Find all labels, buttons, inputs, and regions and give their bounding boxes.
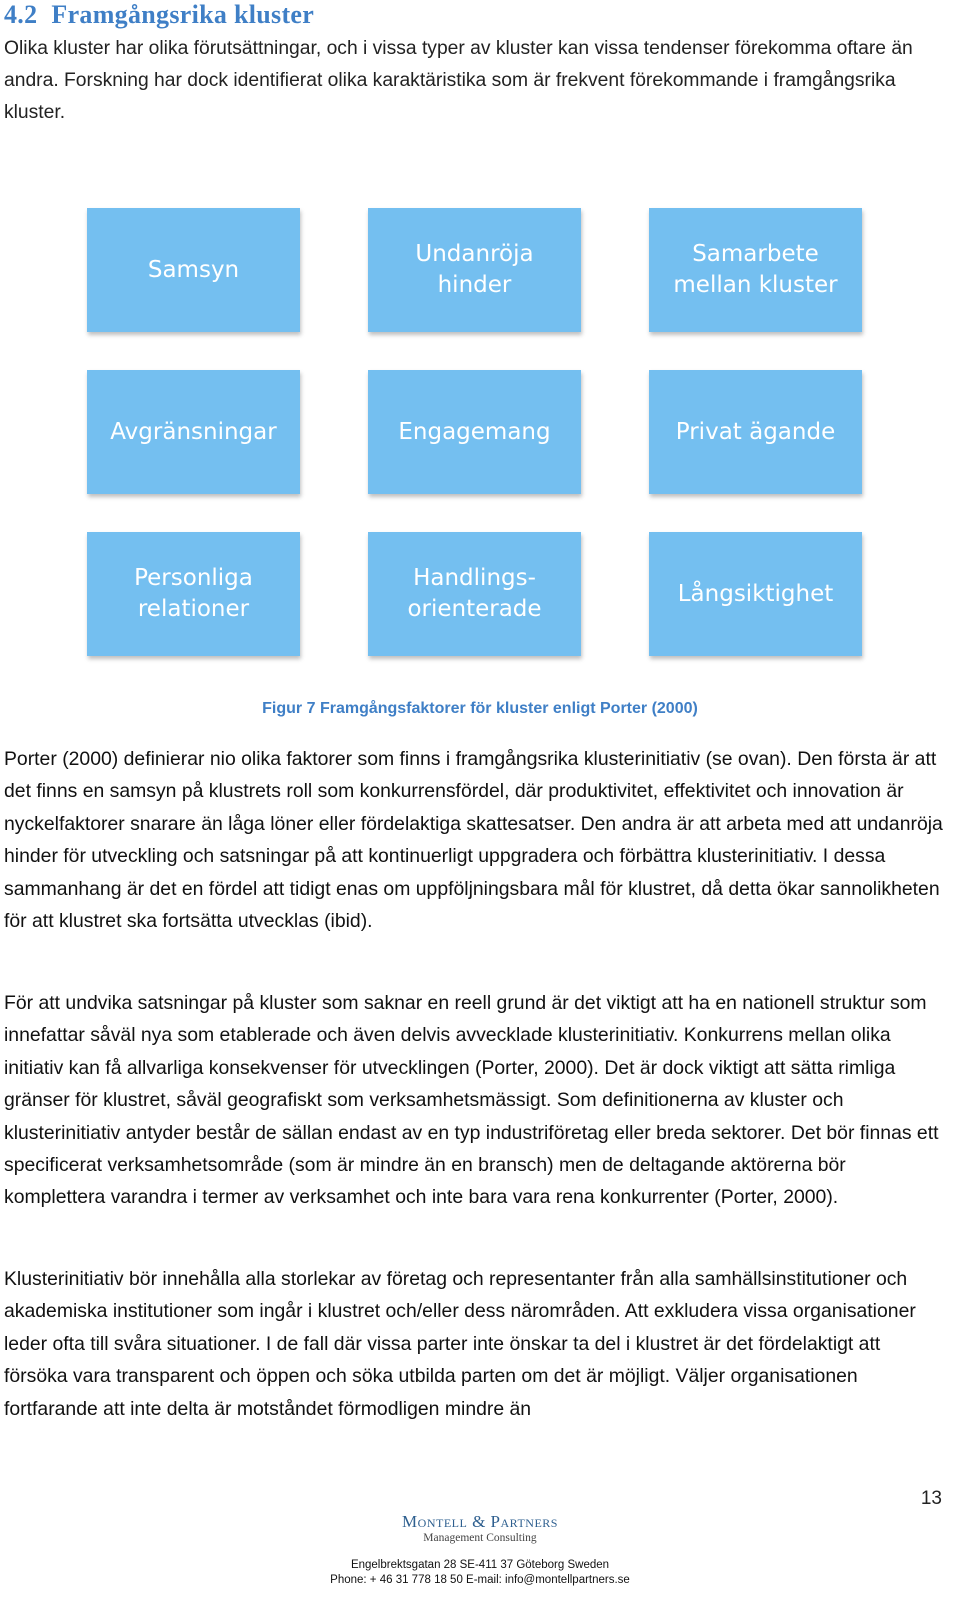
factor-box-engagemang: Engagemang — [368, 370, 581, 494]
body-paragraph-2: För att undvika satsningar på kluster som saknar en reell grund är det viktigt att ha en nationell struktur som innefattar såväl nya som etablerade och även delvis avvecklade klusterinitiativ. Konkurrens mellan olika initiativ kan få allvarliga konsekvenser för utvecklingen (Porter, 2000). Det är dock viktigt att sätta rimliga gränser för klustret, såväl geografiskt som verksamhetsmässigt. Som definitionerna av kluster och klusterinitiativ antyder består de sällan endast av en typ industriföretag eller breda sektorer. Det bör finnas ett specificerat verksamhetsområde (som är mindre än en bransch) men de deltagande aktörerna bör komplettera varandra i termer av verksamhet och inte bara vara rena konkurrenter (Porter, 2000). — [4, 992, 939, 1209]
company-logo: Montell & Partners — [402, 1512, 558, 1531]
body-paragraph-1: Porter (2000) definierar nio olika faktorer som finns i framgångsrika klusterinitiativ (se ovan). Den första är att det finns en samsyn på klustrets roll som konkurrensfördel, där produktivitet, effektivitet och innovation är nyckelfaktorer snarare än låga löner eller fördelaktiga skattesatser. Den andra är att arbeta med att undanröja hinder för utveckling och satsningar på att kontinuerligt uppgradera och förbättra klusterinitiativ. I dessa sammanhang är det en fördel att tidigt enas om uppföljningsbara mål för klustret, då detta ökar sannolikheten för att klustret ska fortsätta utvecklas (ibid). — [4, 748, 943, 933]
factor-box-samarbete: Samarbete mellan kluster — [649, 208, 862, 332]
factor-box-handlingsorienterade: Handlings- orienterade — [368, 532, 581, 656]
section-heading — [4, 0, 314, 30]
intro-paragraph: Olika kluster har olika förutsättningar, och i vissa typer av kluster kan vissa tendenser förekomma oftare än andra. Forskning har dock identifierat olika karaktäristika som är frekvent förekommande i framgångsrika kluster. — [4, 38, 913, 123]
footer-contact: Phone: + 46 31 778 18 50 E-mail: info@montellpartners.se — [330, 1574, 630, 1586]
page-number: 13 — [920, 1488, 942, 1509]
factor-box-samsyn: Samsyn — [87, 208, 300, 332]
section-number: 4.2 — [4, 0, 38, 29]
factor-box-privat-agande: Privat ägande — [649, 370, 862, 494]
page-footer — [0, 1512, 960, 1588]
footer-address: Engelbrektsgatan 28 SE-411 37 Göteborg Sweden — [350, 1559, 610, 1571]
section-title: Framgångsrika kluster — [51, 0, 315, 29]
success-factors-figure — [87, 208, 877, 668]
factor-box-personliga-relationer: Personliga relationer — [87, 532, 300, 656]
factor-box-avgransningar: Avgränsningar — [87, 370, 300, 494]
body-paragraph-3: Klusterinitiativ bör innehålla alla storlekar av företag och representanter från alla samhällsinstitutioner och akademiska institutioner som ingår i klustret och/eller dess närområden. Att exkludera vissa organisationer leder ofta till svåra situationer. I de fall där vissa parter inte önskar ta del i klustret är det fördelaktigt att försöka vara transparent och öppen och söka utbilda parten om det är möjligt. Väljer organisationen fortfarande att inte delta är motståndet förmodligen mindre än — [4, 1268, 916, 1420]
company-tagline: Management Consulting — [423, 1532, 537, 1544]
factor-box-langsiktighet: Långsiktighet — [649, 532, 862, 656]
figure-caption: Figur 7 Framgångsfaktorer för kluster enligt Porter (2000) — [262, 700, 698, 717]
factor-box-undanroja-hinder: Undanröja hinder — [368, 208, 581, 332]
